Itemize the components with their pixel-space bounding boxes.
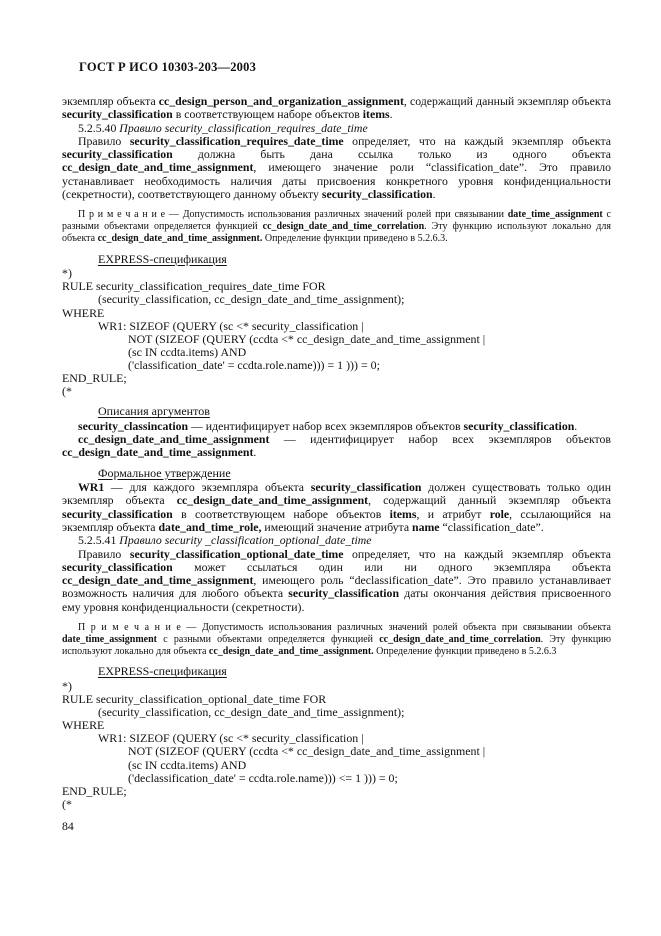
para-continuation — [62, 95, 611, 122]
text-run: security_classification_optional_date_time — [129, 546, 344, 561]
text-run: . — [432, 187, 436, 202]
text-run: items — [389, 506, 417, 521]
text-run: cc_design_date_and_time_assignment — [78, 432, 270, 446]
express-code-1 — [62, 267, 611, 398]
text-run: . Эту функцию используют локально для объекта — [62, 633, 611, 657]
text-run: security_classification — [62, 107, 173, 122]
text-run: Правило security _classification_optional_date_time — [119, 533, 372, 548]
text-run: экземпляр объекта — [62, 94, 159, 108]
text-run: cc_design_date_and_time_assignment. — [208, 645, 374, 657]
code-line: (sc IN ccdta.items) AND — [128, 757, 247, 772]
text-run: , и атрибут — [416, 506, 490, 521]
para-rule-requires — [62, 135, 611, 201]
express-spec-label-1-text: EXPRESS-спецификация — [98, 251, 227, 266]
express-spec-label-2-text: EXPRESS-спецификация — [98, 664, 227, 679]
para-arg-cc-design-date-and-time-assignment — [62, 433, 611, 460]
text-run: — идентифицирует набор всех экземпляров объектов — [269, 432, 611, 446]
text-run: security_classification_requires_date_time — [129, 133, 344, 148]
code-line: END_RULE; — [62, 783, 127, 798]
code-line: (sc IN ccdta.items) AND — [128, 344, 247, 359]
express-spec-label-1 — [98, 253, 611, 267]
code-line: (* — [62, 796, 72, 811]
code-line: *) — [62, 266, 72, 281]
formal-statement-label — [98, 467, 611, 481]
text-run: role — [489, 506, 510, 521]
text-run: security_classification — [321, 187, 433, 202]
arguments-label-text: Описания аргументов — [98, 404, 210, 419]
text-run: , содержащий данный экземпляр объекта — [403, 94, 611, 108]
text-run: cc_design_date_and_time_assignment — [176, 493, 369, 508]
text-run: date_time_assignment — [62, 633, 157, 645]
text-run: с разными объектами определяется функцией — [157, 633, 380, 645]
code-line: ('classification_date' = ccdta.role.name))) = 1 ))) = 0; — [128, 357, 380, 372]
text-run: 5.2.5.40 — [78, 120, 120, 135]
code-line: (security_classification, cc_design_date_and_time_assignment); — [98, 292, 405, 307]
text-run: security_classification — [288, 586, 400, 601]
text-run: . Эту функцию используют локально для объекта — [62, 221, 611, 244]
text-run: “classification_date”. — [439, 519, 544, 534]
text-run: с разными объектами определяется функцией — [62, 209, 611, 233]
text-run: , имеющего значение роли “classification_date”. Это правило устанавливает необходимость наличия даты присвоения конкретного уровня конфиденциальности (секретности), соответствующего данному объекту — [62, 160, 611, 202]
code-line: WR1: SIZEOF (QUERY (sc <* security_classification | — [98, 318, 364, 333]
code-line: NOT (SIZEOF (QUERY (ccdta <* cc_design_date_and_time_assignment | — [128, 744, 486, 759]
text-run: cc_design_date_and_time_correlation — [379, 633, 541, 645]
note-2 — [62, 622, 611, 657]
text-run: имеющий значение атрибута — [261, 519, 413, 534]
text-run: . — [574, 418, 578, 433]
text-run: items — [362, 107, 390, 122]
document-content — [62, 95, 611, 811]
text-run: cc_design_date_and_time_assignment — [62, 445, 254, 460]
text-run: 5.2.5.41 — [78, 533, 120, 548]
text-run: security_classification — [62, 506, 173, 521]
code-line: WHERE — [62, 718, 105, 733]
heading-5-2-5-40 — [62, 122, 611, 135]
document-header-title: ГОСТ Р ИСО 10303-203—2003 — [79, 60, 257, 74]
text-run: — для каждого экземпляра объекта — [104, 480, 311, 495]
arguments-label — [98, 405, 611, 419]
text-run: П р и м е ч а н и е — Допустимость использования различных значений ролей при связывании — [78, 209, 508, 221]
text-run: определяет, что на каждый экземпляр объекта — [343, 546, 611, 561]
text-run: Правило — [78, 133, 130, 148]
text-run: П р и м е ч а н и е — Допустимость использования различных значений ролей объекта при связывании объекта — [78, 622, 611, 634]
page-number: 84 — [62, 818, 74, 833]
code-line: RULE security_classification_requires_date_time FOR — [62, 279, 326, 294]
formal-statement-label-text: Формальное утверждение — [98, 465, 231, 480]
text-run: name — [412, 519, 440, 534]
text-run: — идентифицирует набор всех экземпляров объектов — [188, 418, 464, 433]
text-run: date_time_assignment — [507, 209, 603, 221]
express-code-2 — [62, 680, 611, 811]
text-run: security_classincation — [78, 418, 189, 433]
text-run: security_classification — [463, 418, 575, 433]
text-run: , содержащий данный экземпляр объекта — [368, 493, 611, 508]
text-run: cc_design_date_and_time_assignment — [62, 160, 254, 175]
text-run: в соответствующем наборе объектов — [172, 506, 390, 521]
code-line: (security_classification, cc_design_date_and_time_assignment); — [98, 705, 405, 720]
text-run: Правило security_classification_requires_date_time — [119, 120, 368, 135]
text-run: определяет, что на каждый экземпляр объекта — [343, 133, 611, 148]
text-run: cc_design_date_and_time_correlation — [262, 221, 425, 233]
code-line: *) — [62, 678, 72, 693]
text-run: . — [253, 445, 257, 460]
code-line: WHERE — [62, 305, 105, 320]
text-run: Определение функции приведено в 5.2.6.3 — [373, 645, 557, 657]
text-run: WR1 — [78, 480, 105, 495]
text-run: cc_design_person_and_organization_assignment — [158, 94, 404, 108]
express-spec-label-2 — [98, 665, 611, 679]
heading-5-2-5-41 — [62, 534, 611, 547]
text-run: в соответствующем наборе объектов — [172, 107, 363, 122]
code-line: ('declassification_date' = ccdta.role.name))) <= 1 ))) = 0; — [128, 770, 398, 785]
text-run: security_classification — [310, 480, 422, 495]
para-wr1 — [62, 481, 611, 534]
code-line: (* — [62, 384, 72, 399]
text-run: даты окончания действия присвоенного ему уровня конфиденциальности (секретности). — [62, 586, 611, 614]
text-run: должна быть дана ссылка только из одного объекта — [172, 147, 611, 162]
text-run: security_classification — [62, 559, 173, 574]
text-run: , имеющего роль “declassification_date”. Это правило устанавливает возможность наличия для любого объекта — [62, 573, 611, 601]
code-line: END_RULE; — [62, 371, 127, 386]
text-run: . — [389, 107, 393, 122]
text-run: date_and_time_role, — [158, 519, 262, 534]
text-run: должен существовать только один экземпляр объекта — [62, 480, 612, 508]
text-run: Определение функции приведено в 5.2.6.3. — [262, 232, 448, 244]
text-run: cc_design_date_and_time_assignment — [62, 573, 254, 588]
para-arg-security-classification — [62, 420, 611, 433]
note-1 — [62, 209, 611, 244]
text-run: security_classification — [62, 147, 173, 162]
para-rule-optional — [62, 548, 611, 614]
code-line: RULE security_classification_optional_date_time FOR — [62, 692, 327, 707]
text-run: , ссылающийся на экземпляр объекта — [62, 506, 612, 534]
text-run: может ссылаться один или ни одного экземпляра объекта — [172, 559, 611, 574]
text-run: cc_design_date_and_time_assignment. — [97, 232, 263, 244]
text-run: Правило — [78, 546, 130, 561]
code-line: WR1: SIZEOF (QUERY (sc <* security_classification | — [98, 731, 364, 746]
code-line: NOT (SIZEOF (QUERY (ccdta <* cc_design_date_and_time_assignment | — [128, 331, 486, 346]
